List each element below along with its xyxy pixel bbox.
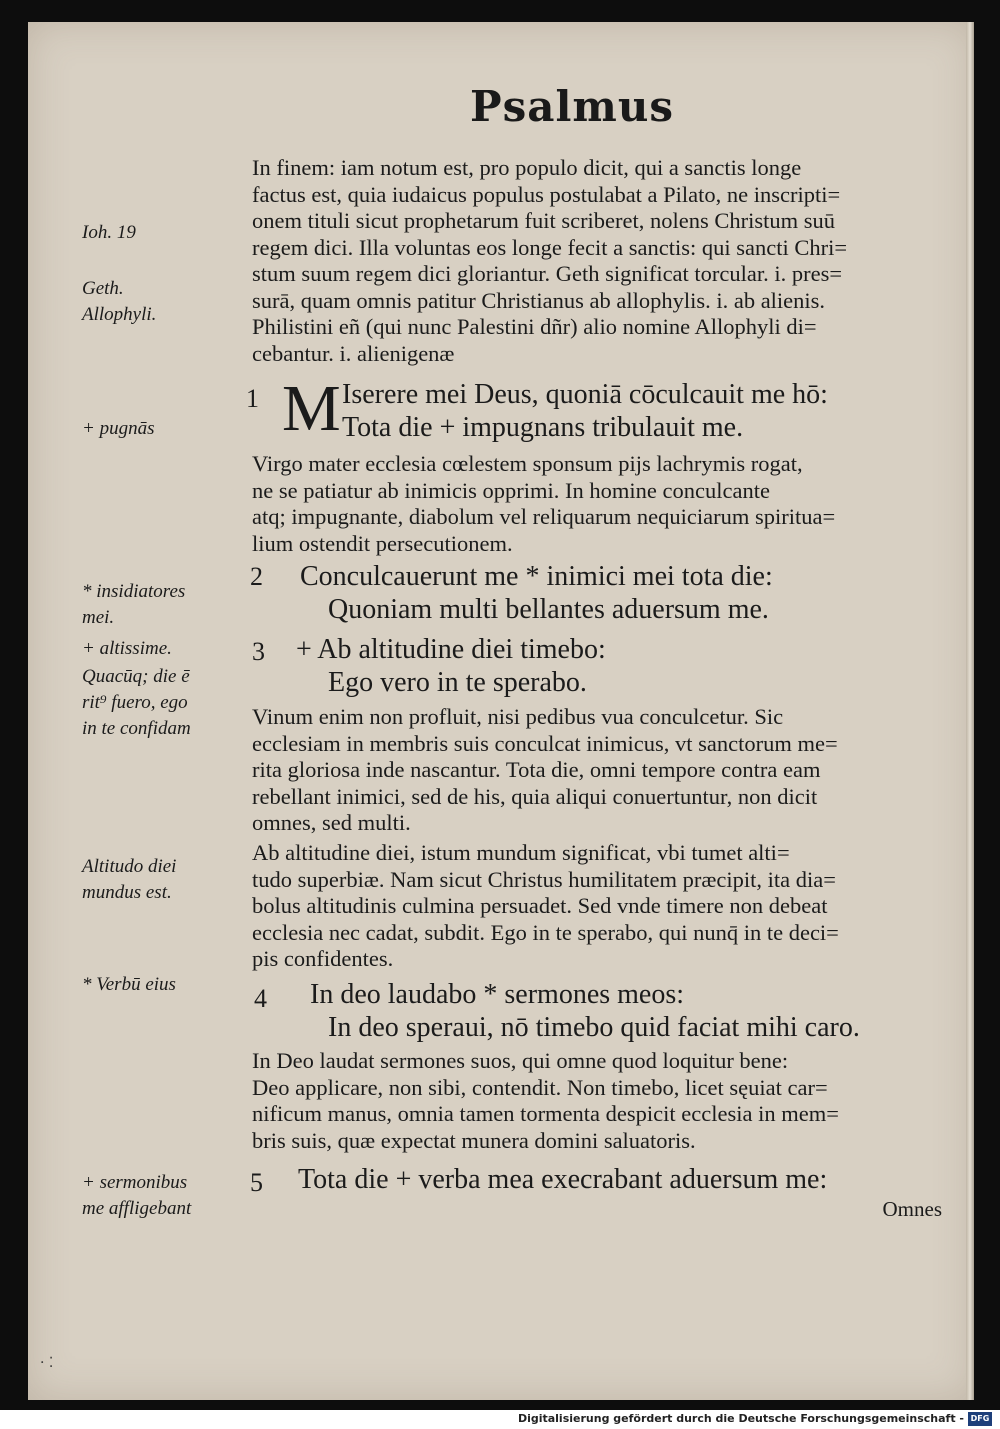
text-line: Vinum enim non profluit, nisi pedibus vua conculcetur. Sic (252, 704, 784, 729)
text-line: surā, quam omnis patitur Christianus ab allophylis. i. ab alienis. (252, 287, 826, 313)
margin-note: + altissime. (82, 638, 172, 659)
margin-note: + pugnās (82, 418, 155, 439)
catchword: Omnes (882, 1197, 942, 1221)
text-line: factus est, quia iudaicus populus postulabat a Pilato, ne inscripti= (252, 181, 841, 207)
margin-note: me affligebant (82, 1198, 192, 1219)
text-line: atq; impugnante, diabolum vel reliquarum nequiciarum spiritua= (252, 504, 836, 529)
text-line: Ab altitudine diei, istum mundum significat, vbi tumet alti= (252, 840, 790, 865)
margin-note: + sermonibus (82, 1172, 188, 1193)
margin-note: Ioh. 19 (82, 222, 136, 243)
commentary-1 (252, 451, 952, 557)
margin-note: rit⁹ fuero, ego (82, 692, 188, 713)
commentary-3b (252, 840, 952, 973)
commentary-4 (252, 1048, 952, 1154)
verse-number: 3 (252, 637, 265, 666)
verse-line: In deo speraui, nō timebo quid faciat mihi caro. (328, 1012, 860, 1043)
verse-line: Conculcauerunt me * inimici mei tota die: (300, 561, 773, 592)
dfg-logo: DFG (968, 1412, 992, 1426)
text-line: omnes, sed multi. (252, 810, 411, 835)
text-line: lium ostendit persecutionem. (252, 530, 513, 556)
text-line: regem dici. Illa voluntas eos longe fecit a sanctis: qui sancti Chri= (252, 234, 848, 260)
running-head: Psalmus (470, 82, 675, 131)
margin-note: in te confidam (82, 718, 191, 739)
margin-note: * insidiatores (82, 581, 186, 602)
verse-number: 4 (254, 984, 267, 1013)
verse-4 (310, 978, 1000, 1044)
verse-number: 1 (246, 384, 259, 413)
verse-line: Quoniam multi bellantes aduersum me. (328, 594, 769, 625)
footer-text: Digitalisierung gefördert durch die Deutsche Forschungsgemeinschaft - (517, 1412, 964, 1425)
verse-5 (298, 1163, 998, 1196)
commentary-3a (252, 704, 952, 837)
text-line: In finem: iam notum est, pro populo dicit, qui a sanctis longe (252, 155, 802, 180)
text-line: rita gloriosa inde nascantur. Tota die, omni tempore contra eam (252, 757, 821, 782)
margin-note: Altitudo diei (82, 856, 177, 877)
text-line: In Deo laudat sermones suos, qui omne quod loquitur bene: (252, 1048, 789, 1073)
verse-line: In deo laudabo * sermones meos: (310, 979, 685, 1010)
verse-1 (342, 378, 1000, 444)
text-line: nificum manus, omnia tamen tormenta despicit ecclesia in mem= (252, 1101, 839, 1126)
text-line: rebellant inimici, sed de his, quia aliqui conuertuntur, non dicit (252, 783, 818, 809)
text-line: ecclesia nec cadat, subdit. Ego in te sperabo, qui nunq̄ in te deci= (252, 919, 839, 945)
text-line: Virgo mater ecclesia cœlestem sponsum pijs lachrymis rogat, (252, 451, 803, 476)
drop-cap: M (282, 372, 341, 445)
scan-specks: · ⁚ (40, 1355, 54, 1371)
verse-line: Tota die + verba mea execrabant aduersum me: (298, 1164, 828, 1195)
text-line: bolus altitudinis culmina persuadet. Sed vnde timere non debeat (252, 893, 828, 918)
text-line: Deo applicare, non sibi, contendit. Non timebo, licet sęuiat car= (252, 1074, 828, 1100)
verse-number: 2 (250, 562, 263, 591)
margin-note: * Verbū eius (82, 974, 176, 995)
verse-line: Iserere mei Deus, quoniā cōculcauit me hō: (342, 379, 828, 410)
margin-note: Geth. (82, 278, 124, 299)
verse-2 (300, 560, 1000, 626)
intro-commentary (252, 155, 952, 367)
text-line: onem tituli sicut prophetarum fuit scriberet, nolens Christum suū (252, 208, 836, 233)
digitization-footer (0, 1410, 1000, 1429)
text-line: bris suis, quæ expectat munera domini saluatoris. (252, 1127, 696, 1153)
text-line: pis confidentes. (252, 946, 394, 971)
margin-note: Quacūq; die ē (82, 666, 190, 687)
verse-line: Ego vero in te sperabo. (328, 667, 587, 698)
verse-line: Tota die + impugnans tribulauit me. (342, 412, 744, 443)
margin-note: mei. (82, 607, 115, 628)
text-line: ne se patiatur ab inimicis opprimi. In homine conculcante (252, 477, 770, 503)
verse-number: 5 (250, 1168, 263, 1197)
verse-3 (296, 633, 996, 699)
margin-note: Allophyli. (82, 304, 157, 325)
text-line: Philistini eñ (qui nunc Palestini dñr) alio nomine Allophyli di= (252, 314, 817, 339)
text-line: stum suum regem dici gloriantur. Geth significat torcular. i. pres= (252, 261, 843, 286)
margin-note: mundus est. (82, 882, 172, 903)
text-line: tudo superbiæ. Nam sicut Christus humilitatem præcipit, ita dia= (252, 866, 836, 892)
text-line: cebantur. i. alienigenæ (252, 340, 455, 366)
text-line: ecclesiam in membris suis conculcat inimicus, vt sanctorum me= (252, 730, 838, 756)
verse-line: + Ab altitudine diei timebo: (296, 634, 606, 665)
